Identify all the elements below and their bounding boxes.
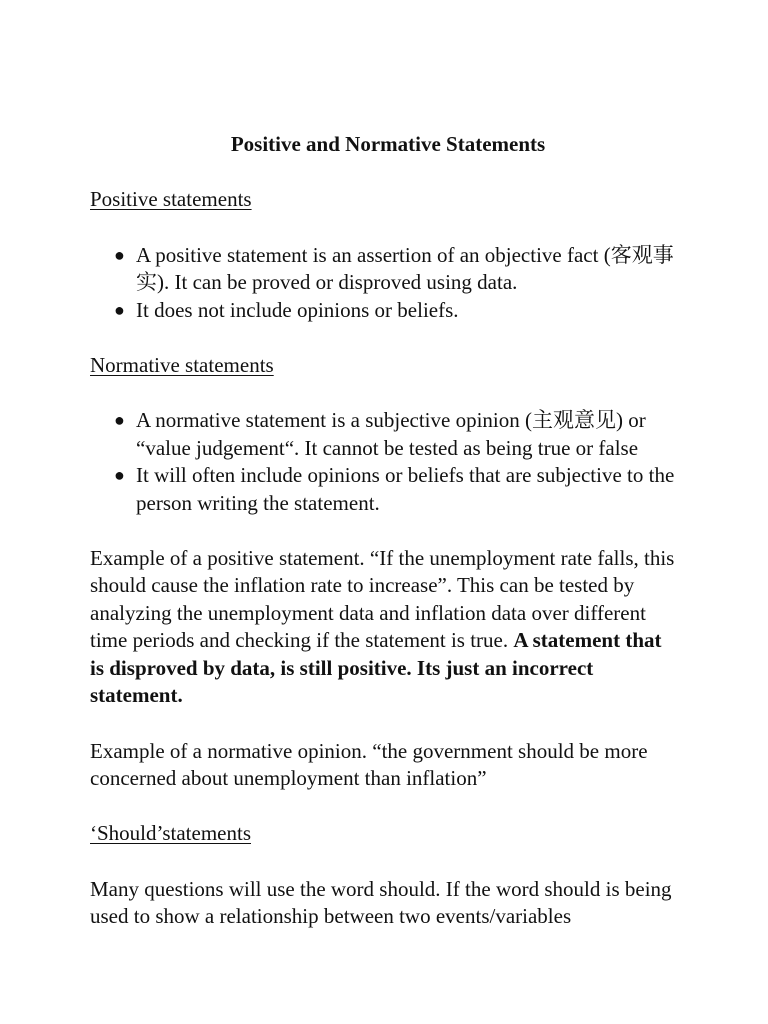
- list-item: [90, 242, 678, 297]
- page-title: Positive and Normative Statements: [230, 132, 546, 156]
- bullet-icon: ●: [114, 244, 125, 265]
- bullet-icon: ●: [114, 299, 125, 320]
- section-heading-normative: Normative statements: [90, 353, 274, 378]
- list-item: [90, 462, 678, 517]
- list-item-text: It does not include opinions or beliefs.: [136, 297, 459, 322]
- document-body: [90, 131, 678, 959]
- section-heading-positive: Positive statements: [90, 187, 252, 212]
- section-heading-should: ‘Should’statements: [90, 821, 251, 846]
- list-item-text: A positive statement is an assertion of an objective fact (客观事实). It can be proved or disproved using data.: [136, 242, 674, 295]
- example-positive-bold-note: A statement that is disproved by data, is still positive. Its just an incorrect statement.: [90, 628, 662, 708]
- should-paragraph: Many questions will use the word should. If the word should is being used to show a relationship between two events/variables: [90, 876, 672, 929]
- example-normative-paragraph: Example of a normative opinion. “the government should be more concerned about unemployment than inflation”: [90, 738, 648, 790]
- positive-bullet-list: [90, 242, 678, 324]
- example-positive-text: Example of a positive statement. “If the unemployment rate falls, this should cause the inflation rate to increase”. This can be tested by analyzing the unemployment data and inflation data over different time periods and checking if the statement is true.: [90, 546, 675, 653]
- example-positive-paragraph: [90, 545, 678, 709]
- list-item-text: A normative statement is a subjective opinion (主观意见) or “value judgement“. It cannot be tested as being true or false: [136, 408, 646, 460]
- list-item-text: It will often include opinions or beliefs that are subjective to the person writing the statement.: [136, 463, 675, 515]
- bullet-icon: ●: [114, 410, 125, 431]
- bullet-icon: ●: [114, 465, 125, 486]
- list-item: [90, 407, 678, 462]
- list-item: [90, 297, 678, 324]
- normative-bullet-list: [90, 407, 678, 517]
